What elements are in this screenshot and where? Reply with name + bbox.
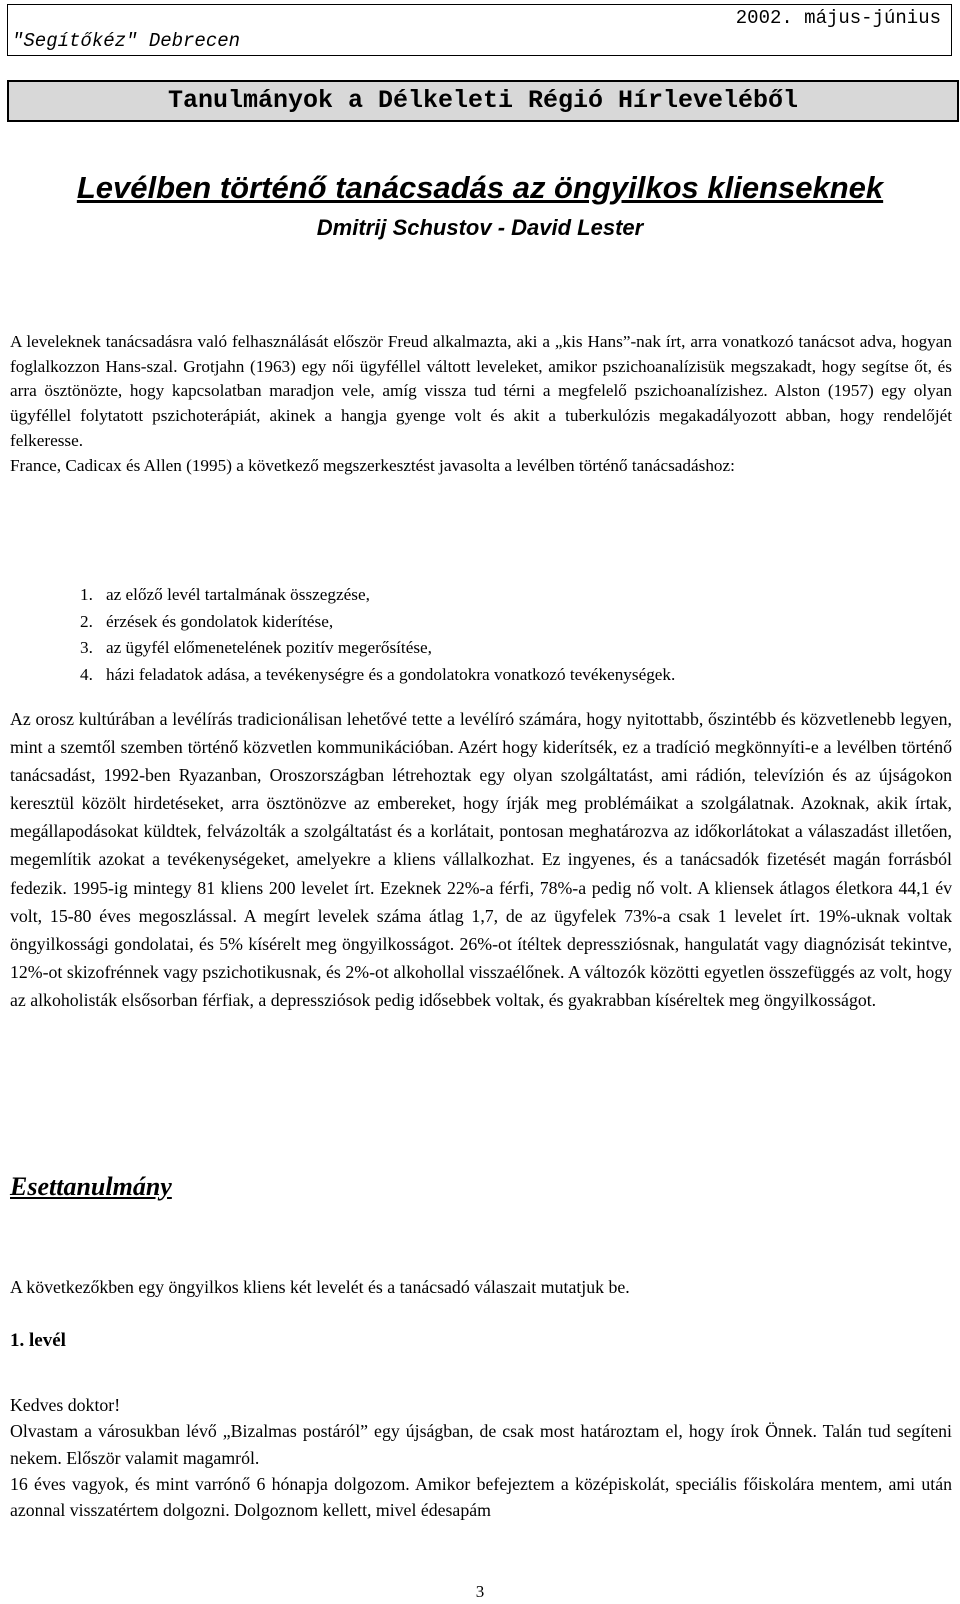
- list-item-number: 1.: [80, 585, 93, 604]
- numbered-list: [80, 582, 960, 688]
- letter-line: Olvastam a városukban lévő „Bizalmas postáról” egy újságban, de csak most határoztam el, hogy írok Önnek. Talán tud segíteni nekem. Először valamit magamról.: [10, 1421, 952, 1468]
- list-item: [80, 662, 960, 689]
- list-item-text: az ügyfél előmenetelének pozitív megerősítése,: [106, 638, 432, 657]
- running-header: [7, 4, 952, 56]
- header-organization: "Segítőkéz" Debrecen: [12, 30, 241, 52]
- case-study-heading: Esettanulmány: [10, 1172, 172, 1201]
- list-item-number: 4.: [80, 664, 93, 684]
- letter-body: [10, 1392, 952, 1523]
- list-item: [80, 635, 960, 662]
- letter-heading: 1. levél: [10, 1330, 66, 1351]
- letter-line: 16 éves vagyok, és mint varrónő 6 hónapja dolgozom. Amikor befejeztem a középiskolát, speciális főiskolára mentem, ami után azonnal visszatértem dolgozni. Dolgoznom kellett, mivel édesapám: [10, 1473, 952, 1521]
- intro-paragraph: France, Cadicax és Allen (1995) a következő megszerkesztést javasolta a levélben történő tanácsadáshoz:: [10, 455, 735, 475]
- list-item-number: 3.: [80, 638, 93, 657]
- page-number: 3: [475, 1582, 485, 1601]
- list-item-number: 2.: [80, 611, 93, 631]
- list-item: [80, 609, 960, 636]
- article-authors: Dmitrij Schustov - David Lester: [316, 215, 644, 240]
- case-study-intro: A következőkben egy öngyilkos kliens két levelét és a tanácsadó válaszait mutatjuk be.: [10, 1277, 630, 1297]
- list-item-text: házi feladatok adása, a tevékenységre és a gondolatokra vonatkozó tevékenységek.: [106, 664, 676, 684]
- section-banner: Tanulmányok a Délkeleti Régió Hírleveléből: [7, 80, 959, 122]
- list-item: [80, 582, 960, 609]
- intro-paragraph: A leveleknek tanácsadásra való felhasználását először Freud alkalmazta, aki a „kis Hans”-nak írt, arra vonatkozó tanácsot adva, hogyan foglalkozzon Hans-szal. Grotjahn (1963) egy női ügyféllel váltott leveleket, amikor pszichoanalízisük megszakadt, hogy segítse őt, és arra ösztönözte, hogy kapcsolatban maradjon vele, amíg vissza tud térni a megfelelő pszichoanalízishez. Alston (1957) egy olyan ügyféllel folytatott pszichoterápiát, akinek a hangja gyenge volt és akit a tuberkulózis megakadályozott abban, hogy rendelőjét felkeresse.: [10, 332, 952, 450]
- body-paragraph: Az orosz kultúrában a levélírás tradicionálisan lehetővé tette a levélíró számára, hogy nyitottabb, őszintébb és közvetlenebb legyen, mint a szemtől szemben történő közvetlen kommunikációban. Azért hogy kiderítsék, ez a tradíció megkönnyíti-e a levélben történő tanácsadást, 1992-ben Ryazanban, Oroszországban létrehoztak egy olyan szolgáltatást, ami rádión, televízión és az újságokon keresztül közölt hirdetéseket, arra ösztönözve az embereket, hogy írják meg problémáikat a szolgálatnak. Azoknak, akik írtak, megállapodásokat küldtek, felvázolták a szolgáltatást és a korlátait, pontosan meghatározva az időkorlátokat a válaszadást illetően, megemlítik azokat a tevékenységeket, amelyekre a kliens vállalkozhat. Ez ingyenes, és a tanácsadók fizetését magán forrásból fedezik. 1995-ig mintegy 81 kliens 200 levelet írt. Ezeknek 22%-a férfi, 78%-a pedig nő volt. A kliensek átlagos életkora 44,1 év volt, 15-80 éves megoszlással. A megírt levelek száma átlag 1,7, de az ügyfelek 73%-a csak 1 levelet írt. 19%-uknak voltak öngyilkossági gondolatai, és 5% kísérelt meg öngyilkosságot. 26%-ot ítéltek depressziósnak, hangulatát vagy diagnózisát tekintve, 12%-ot skizofrénnek vagy pszichotikusnak, és 2%-ot alkohollal visszaélőnek. A változók közötti egyetlen összefüggés az volt, hogy az alkoholisták elsősorban férfiak, a depressziósok pedig idősebbek voltak, és gyakrabban kíséreltek meg öngyilkosságot.: [10, 709, 952, 1010]
- article-title: Levélben történő tanácsadás az öngyilkos klienseknek: [76, 170, 884, 205]
- intro-section: [10, 330, 952, 478]
- header-date: 2002. május-június: [735, 7, 941, 29]
- letter-line: Kedves doktor!: [10, 1395, 121, 1415]
- list-item-text: az előző levél tartalmának összegzése,: [106, 585, 370, 604]
- list-item-text: érzések és gondolatok kiderítése,: [106, 611, 334, 631]
